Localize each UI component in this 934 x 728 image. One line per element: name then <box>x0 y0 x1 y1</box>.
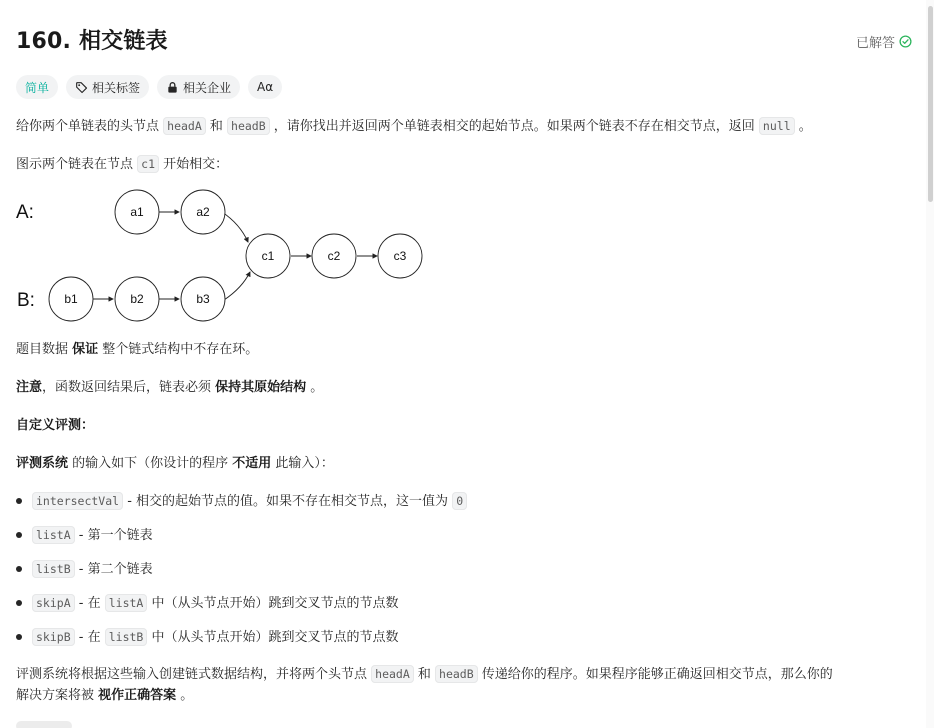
node-label: b3 <box>196 292 210 306</box>
code-headA: headA <box>163 117 206 135</box>
node-a2 <box>181 190 225 234</box>
tag-icon <box>75 81 88 94</box>
text-span: 整个链式结构中不存在环。 <box>98 342 259 357</box>
node-label: a2 <box>196 205 210 219</box>
input-bullet-list <box>16 490 467 660</box>
code-c1: c1 <box>137 155 159 173</box>
code-listA: listA <box>32 526 75 544</box>
code-listA: listA <box>105 594 148 612</box>
page-title: 160. 相交链表 <box>16 29 168 54</box>
code-skipB: skipB <box>32 628 75 646</box>
solved-label: 已解答 <box>855 36 895 51</box>
text-span: 的输入如下（你设计的程序 <box>68 456 233 471</box>
node-label: a1 <box>130 205 144 219</box>
node-label: b2 <box>130 292 144 306</box>
bold-text: 视作正确答案 <box>98 688 177 703</box>
text-span: 和 <box>205 119 228 134</box>
edge-a2-c1 <box>222 212 248 242</box>
bold-text: 自定义评测： <box>16 418 95 433</box>
related-companies-label: 相关企业 <box>183 80 232 95</box>
next-section-stub <box>16 721 72 728</box>
node-c1 <box>246 234 290 278</box>
text-span: 中（从头节点开始）跳到交叉节点的节点数 <box>147 630 399 645</box>
description-paragraph-3 <box>16 340 258 360</box>
related-tags-label: 相关标签 <box>92 80 141 95</box>
code-skipA: skipA <box>32 594 75 612</box>
code-intersectVal: intersectVal <box>32 492 123 510</box>
diagram-label-a: A: <box>16 202 34 223</box>
node-a1 <box>115 190 159 234</box>
code-listB: listB <box>105 628 148 646</box>
text-span: 评测系统将根据这些输入创建链式数据结构，并将两个头节点 <box>16 667 372 682</box>
check-circle-icon <box>899 35 912 48</box>
description-paragraph-2 <box>16 154 228 175</box>
bold-text: 保证 <box>72 342 99 357</box>
related-companies-button[interactable] <box>157 75 240 99</box>
description-paragraph-1 <box>16 116 812 137</box>
lock-icon <box>166 81 179 94</box>
list-item <box>16 490 467 524</box>
node-label: b1 <box>64 292 78 306</box>
text-span: 和 <box>413 667 436 682</box>
text-span: 给你两个单链表的头节点 <box>16 119 164 134</box>
node-c2 <box>312 234 356 278</box>
difficulty-badge[interactable]: 简单 <box>16 75 58 99</box>
node-label: c1 <box>261 249 275 263</box>
code-zero: 0 <box>452 492 467 510</box>
list-item <box>16 524 467 558</box>
text-span: ，请你找出并返回两个单链表相交的起始节点。如果两个链表不存在相交节点，返回 <box>269 119 759 134</box>
tags-row <box>16 75 282 99</box>
text-span: ，函数返回结果后，链表必须 <box>42 380 216 395</box>
font-size-button[interactable]: Aα <box>248 75 282 99</box>
text-span: 。 <box>306 380 324 395</box>
diagram-label-b: B: <box>17 290 35 311</box>
node-b3 <box>181 277 225 321</box>
text-span: 开始相交： <box>159 157 229 172</box>
text-span: 。 <box>794 119 812 134</box>
description-paragraph-7-line-1 <box>16 664 833 685</box>
text-span: 图示两个链表在节点 <box>16 157 138 172</box>
bold-text: 不适用 <box>232 456 272 471</box>
text-span: - 相交的起始节点的值。如果不存在相交节点，这一值为 <box>123 494 453 509</box>
scrollbar-thumb[interactable] <box>928 6 933 202</box>
text-span: 题目数据 <box>16 342 73 357</box>
node-b2 <box>115 277 159 321</box>
code-null: null <box>759 117 795 135</box>
text-span: - 在 <box>74 630 105 645</box>
description-paragraph-7-line-2 <box>16 686 193 706</box>
solved-status <box>856 32 912 51</box>
custom-judge-heading <box>16 416 94 436</box>
bold-text: 注意 <box>16 380 43 395</box>
text-span: 中（从头节点开始）跳到交叉节点的节点数 <box>147 596 399 611</box>
code-headB: headB <box>435 665 478 683</box>
title-row <box>16 26 912 60</box>
code-listB: listB <box>32 560 75 578</box>
related-tags-button[interactable] <box>66 75 149 99</box>
edge-b3-c1 <box>224 272 250 300</box>
text-span: - 第一个链表 <box>74 528 153 543</box>
code-headB: headB <box>227 117 270 135</box>
list-item <box>16 626 467 660</box>
list-item <box>16 558 467 592</box>
node-label: c3 <box>393 249 407 263</box>
text-span: 解决方案将被 <box>16 688 99 703</box>
text-span: - 在 <box>74 596 105 611</box>
node-b1 <box>49 277 93 321</box>
list-item <box>16 592 467 626</box>
code-headA: headA <box>371 665 414 683</box>
description-paragraph-4 <box>16 378 323 398</box>
description-paragraph-6 <box>16 454 334 474</box>
bold-text: 保持其原始结构 <box>215 380 307 395</box>
linked-list-diagram <box>16 186 436 326</box>
bold-text: 评测系统 <box>16 456 69 471</box>
text-span: 此输入）： <box>271 456 334 471</box>
node-c3 <box>378 234 422 278</box>
text-span: 。 <box>176 688 194 703</box>
text-span: - 第二个链表 <box>74 562 153 577</box>
text-span: 传递给你的程序。如果程序能够正确返回相交节点，那么你的 <box>477 667 833 682</box>
scrollbar-track[interactable] <box>926 0 934 728</box>
node-label: c2 <box>327 249 341 263</box>
